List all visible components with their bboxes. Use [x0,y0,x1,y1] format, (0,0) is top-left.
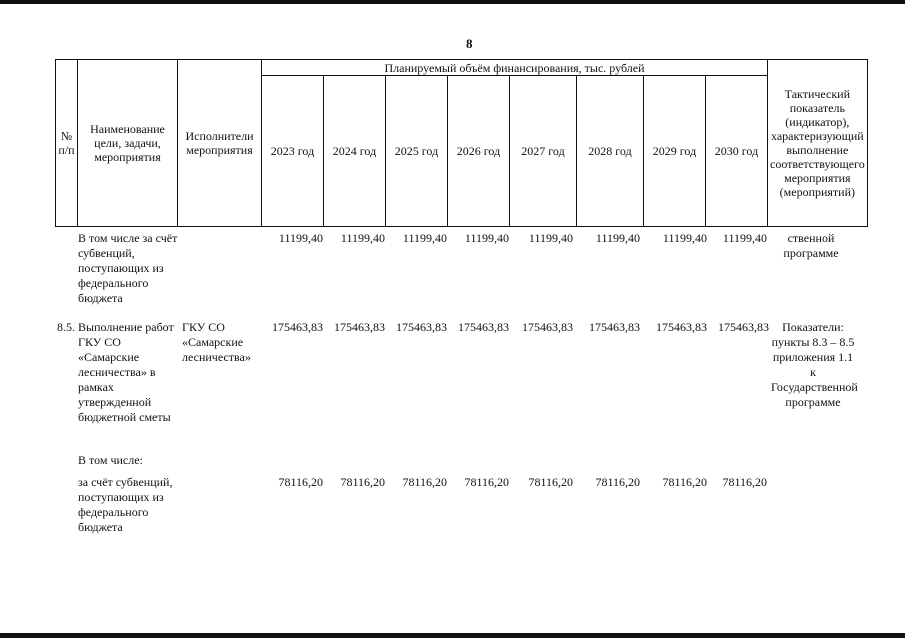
page-number: 8 [466,36,473,51]
row-value: 175463,83 [718,320,769,334]
table-header [55,59,868,227]
row-value: 175463,83 [458,320,509,334]
row-value: 78116,20 [528,475,573,489]
row-value: 78116,20 [340,475,385,489]
header-year: 2025 год [386,76,448,227]
row-value: 11199,40 [528,231,573,245]
table-row [0,320,905,430]
row-name: за счёт субвенций, поступающих из федерального бюджета [78,475,173,534]
row-num: 8.5. [57,320,75,334]
row-value: 78116,20 [662,475,707,489]
row-value: 11199,40 [278,231,323,245]
row-value: 175463,83 [656,320,707,334]
row-value: 11199,40 [722,231,767,245]
row-value: 175463,83 [522,320,573,334]
row-value: 11199,40 [464,231,509,245]
row-value: 175463,83 [272,320,323,334]
header-num: № п/п [56,60,78,227]
row-value: 175463,83 [396,320,447,334]
header-year: 2024 год [324,76,386,227]
header-name: Наименование цели, задачи, мероприятия [78,60,178,227]
header-executors: Исполнители мероприятия [178,60,262,227]
row-value: 78116,20 [722,475,767,489]
row-value: 175463,83 [334,320,385,334]
row-indicator: Показатели: пункты 8.3 – 8.5 приложения 1.1 к Государственной программе [771,320,858,409]
row-name: В том числе за счёт субвенций, поступающих из федерального бюджета [78,231,178,305]
row-value: 78116,20 [595,475,640,489]
row-value: 11199,40 [402,231,447,245]
header-year: 2029 год [644,76,706,227]
row-value: 78116,20 [278,475,323,489]
header-plan: Планируемый объём финансирования, тыс. рублей [262,60,768,76]
row-value: 11199,40 [662,231,707,245]
row-value: 78116,20 [464,475,509,489]
table-row [0,231,905,311]
header-indicator: Тактический показатель (индикатор), характеризующий выполнение соответствующего мероприятия (мероприятий) [768,60,868,227]
row-name: В том числе: [78,453,143,467]
header-year: 2030 год [706,76,768,227]
row-executor: ГКУ СО «Самарские лесничества» [182,320,251,364]
header-year: 2028 год [577,76,644,227]
header-year: 2023 год [262,76,324,227]
bottom-rule [0,633,905,638]
table-row [0,453,905,471]
table-row [0,475,905,555]
row-value: 11199,40 [340,231,385,245]
top-rule [0,0,905,4]
header-year: 2026 год [448,76,510,227]
row-name: Выполнение работ ГКУ СО «Самарские лесничества» в рамках утвержденной бюджетной сметы [78,320,174,424]
header-year: 2027 год [510,76,577,227]
row-indicator: ственной программе [783,231,839,260]
row-value: 78116,20 [402,475,447,489]
row-value: 175463,83 [589,320,640,334]
row-value: 11199,40 [595,231,640,245]
